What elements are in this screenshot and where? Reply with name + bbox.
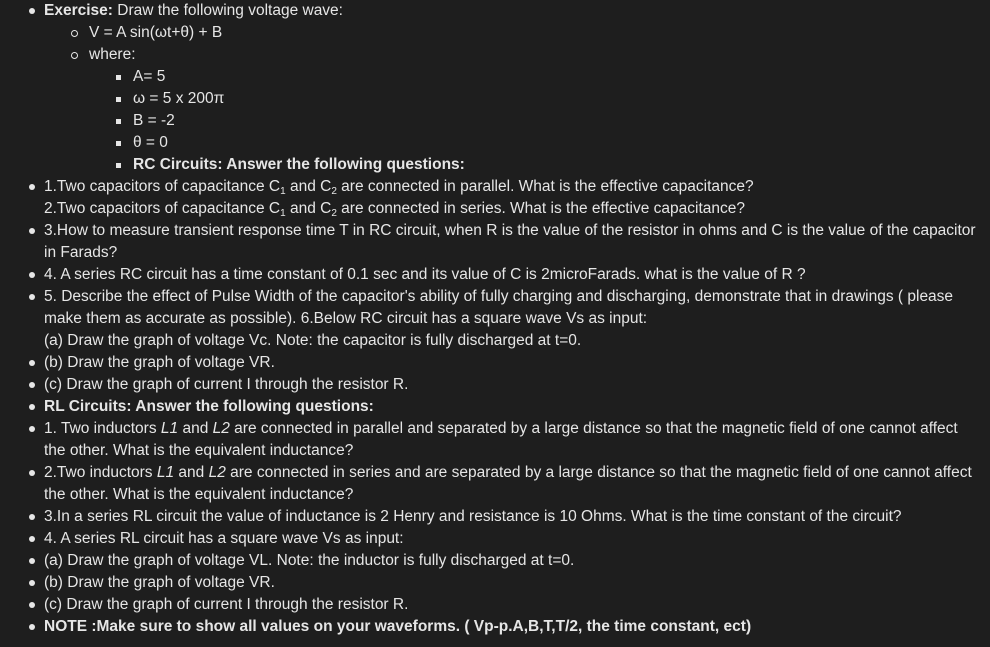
bullet-square [116,119,121,124]
rc-q1-text-c: are connected in parallel. What is the effective capacitance? [336,178,754,195]
rc-q3-item [0,220,990,242]
rl-q2-item [0,462,990,484]
rl-q1-text-c: are connected in parallel and separated by a large distance so that the magnetic field of one cannot affect [229,420,958,437]
rl-q2-text-b: and [174,464,209,481]
bullet-disc [29,602,35,608]
rc-heading: RC Circuits: Answer the following questions: [133,156,465,173]
rl-c-text: (c) Draw the graph of current I through the resistor R. [44,596,409,613]
subscript-2: 2 [331,186,337,197]
bullet-disc [29,360,35,366]
bullet-square [116,163,121,168]
bullet-disc [29,558,35,564]
rl-q2-text-c: are connected in series and are separated by a large distance so that the magnetic field of one cannot affect [225,464,972,481]
rl-q3-item [0,506,990,528]
param-w-item [0,88,990,110]
param-theta-item [0,132,990,154]
rl-a-item [0,550,990,572]
rl-c-item [0,594,990,616]
param-theta-text: θ = 0 [133,134,168,151]
rc-q1-text-a: 1.Two capacitors of capacitance C [44,178,281,195]
bullet-disc [29,382,35,388]
rl-q1-l2: L2 [212,420,230,437]
where-item [0,44,990,66]
bullet-circle [71,30,78,37]
bullet-disc [29,536,35,542]
rc-c-text: (c) Draw the graph of current I through the resistor R. [44,376,409,393]
param-a-item [0,66,990,88]
rl-heading: RL Circuits: Answer the following questions: [44,398,374,415]
rl-q1-cont [0,440,990,462]
bullet-disc [29,404,35,410]
rc-q2-text-c: are connected in series. What is the effective capacitance? [336,200,745,217]
rl-q1-text-a: 1. Two inductors [44,420,161,437]
rc-q4-item [0,264,990,286]
bullet-disc [29,514,35,520]
rc-q5-line2: make them as accurate as possible). 6.Below RC circuit has a square wave Vs as input: [44,310,648,327]
rc-q5-cont [0,308,990,330]
rl-q1-item [0,418,990,440]
bullet-square [116,75,121,80]
bullet-disc [29,624,35,630]
rc-q1-item [0,176,990,198]
rl-q2-cont [0,484,990,506]
param-w-text: ω = 5 x 200π [133,90,225,107]
rl-b-item [0,572,990,594]
rl-heading-item [0,396,990,418]
rl-a-text: (a) Draw the graph of voltage VL. Note: the inductor is fully discharged at t=0. [44,552,575,569]
bullet-disc [29,294,35,300]
bullet-disc [29,184,35,190]
exercise-text: Draw the following voltage wave: [112,2,343,19]
rc-q4-text: 4. A series RC circuit has a time constant of 0.1 sec and its value of C is 2microFarads. what is the value of R ? [44,266,806,283]
note-item [0,616,990,638]
rl-q2-l2: L2 [208,464,226,481]
bullet-disc [29,426,35,432]
rc-q5-item [0,286,990,308]
rc-q3-line2: in Farads? [44,244,118,261]
param-a-text: A= 5 [133,68,166,85]
rl-q4-text: 4. A series RL circuit has a square wave Vs as input: [44,530,404,547]
rl-q4-item [0,528,990,550]
rc-b-text: (b) Draw the graph of voltage VR. [44,354,275,371]
rl-q2-l1: L1 [156,464,175,481]
formula-item [0,22,990,44]
rc-q5-line1: 5. Describe the effect of Pulse Width of the capacitor's ability of fully charging and discharging, demonstrate that in drawings ( please [44,288,954,305]
rl-q2-line2: the other. What is the equivalent inductance? [44,486,354,503]
formula-text: V = A sin(ωt+θ) + B [89,24,223,41]
bullet-disc [29,8,35,14]
rc-c-item [0,374,990,396]
rl-q1-l1: L1 [160,420,179,437]
exercise-label: Exercise: [44,2,113,19]
rl-b-text: (b) Draw the graph of voltage VR. [44,574,275,591]
subscript-2: 2 [331,208,337,219]
exercise-item [0,0,990,22]
rc-q2-item [0,198,990,220]
note-text: NOTE :Make sure to show all values on your waveforms. ( Vp-p.A,B,T,T/2, the time constant, ect) [44,618,752,635]
rl-q2-text-a: 2.Two inductors [44,464,157,481]
bullet-disc [29,228,35,234]
rl-q1-text-b: and [178,420,213,437]
rl-q1-line2: the other. What is the equivalent inductance? [44,442,354,459]
bullet-disc [29,470,35,476]
rc-b-item [0,352,990,374]
where-text: where: [89,46,136,63]
subscript-1: 1 [280,208,286,219]
bullet-disc [29,580,35,586]
rc-q2-text-b: and C [285,200,332,217]
bullet-square [116,97,121,102]
param-b-text: B = -2 [133,112,175,129]
bullet-circle [71,52,78,59]
bullet-square [116,141,121,146]
bullet-disc [29,272,35,278]
rc-q3-cont [0,242,990,264]
rl-q3-text: 3.In a series RL circuit the value of inductance is 2 Henry and resistance is 10 Ohms. What is the time constant of the circuit? [44,508,902,525]
rc-q5-cont2 [0,330,990,352]
rc-heading-item [0,154,990,176]
rc-q3-line1: 3.How to measure transient response time T in RC circuit, when R is the value of the resistor in ohms and C is the value of the capacitor [44,222,976,239]
rc-q1-text-b: and C [285,178,332,195]
rc-q2-text-a: 2.Two capacitors of capacitance C [44,200,281,217]
rc-q5-line3: (a) Draw the graph of voltage Vc. Note: the capacitor is fully discharged at t=0. [44,332,582,349]
param-b-item [0,110,990,132]
subscript-1: 1 [280,186,286,197]
